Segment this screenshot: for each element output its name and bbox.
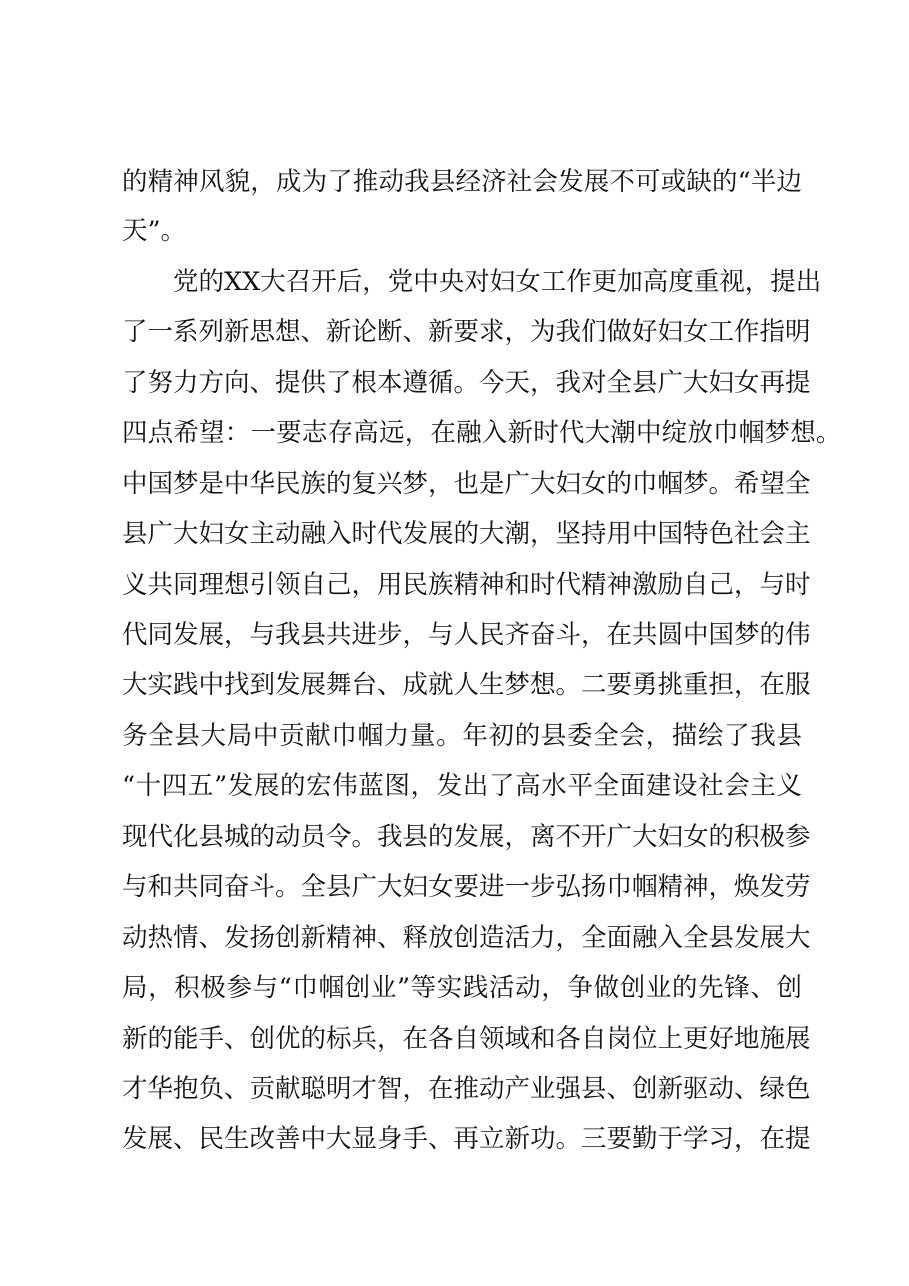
text-line: 了一系列新思想、新论断、新要求，为我们做好妇女工作指明	[122, 317, 811, 347]
text-line: 的精神风貌，成为了推动我县经济社会发展不可或缺的“半边	[122, 167, 802, 197]
text-line: 新的能手、创优的标兵，在各自领域和各自岗位上更好地施展	[122, 1024, 811, 1054]
text-line: 四点希望：一要志存高远，在融入新时代大潮中绽放巾帼梦想。	[122, 418, 842, 448]
text-line: 务全县大局中贡献巾帼力量。年初的县委全会，描绘了我县	[122, 721, 802, 751]
text-line: 现代化县城的动员令。我县的发展，离不开广大妇女的积极参	[122, 822, 811, 852]
text-line: 中国梦是中华民族的复兴梦，也是广大妇女的巾帼梦。希望全	[122, 469, 811, 499]
text-line: 动热情、发扬创新精神、释放创造活力，全面融入全县发展大	[122, 923, 811, 953]
text-line: 代同发展，与我县共进步，与人民齐奋斗，在共圆中国梦的伟	[122, 620, 811, 650]
text-line: 发展、民生改善中大显身手、再立新功。三要勤于学习，在提	[122, 1124, 811, 1154]
text-line: 与和共同奋斗。全县广大妇女要进一步弘扬巾帼精神，焕发劳	[122, 872, 811, 902]
text-line: 党的XX大召开后，党中央对妇女工作更加高度重视，提出	[173, 267, 822, 297]
text-line: 局，积极参与“巾帼创业”等实践活动，争做创业的先锋、创	[122, 973, 802, 1003]
text-line: 才华抱负、贡献聪明才智，在推动产业强县、创新驱动、绿色	[122, 1074, 811, 1104]
text-line: 县广大妇女主动融入时代发展的大潮，坚持用中国特色社会主	[122, 519, 811, 549]
text-line: 了努力方向、提供了根本遵循。今天，我对全县广大妇女再提	[122, 368, 811, 398]
text-line: “十四五”发展的宏伟蓝图，发出了高水平全面建设社会主义	[122, 771, 802, 801]
text-line: 大实践中找到发展舞台、成就人生梦想。二要勇挑重担，在服	[122, 670, 811, 700]
text-line: 义共同理想引领自己，用民族精神和时代精神激励自己，与时	[122, 570, 811, 600]
text-line: 天”。	[122, 216, 187, 246]
